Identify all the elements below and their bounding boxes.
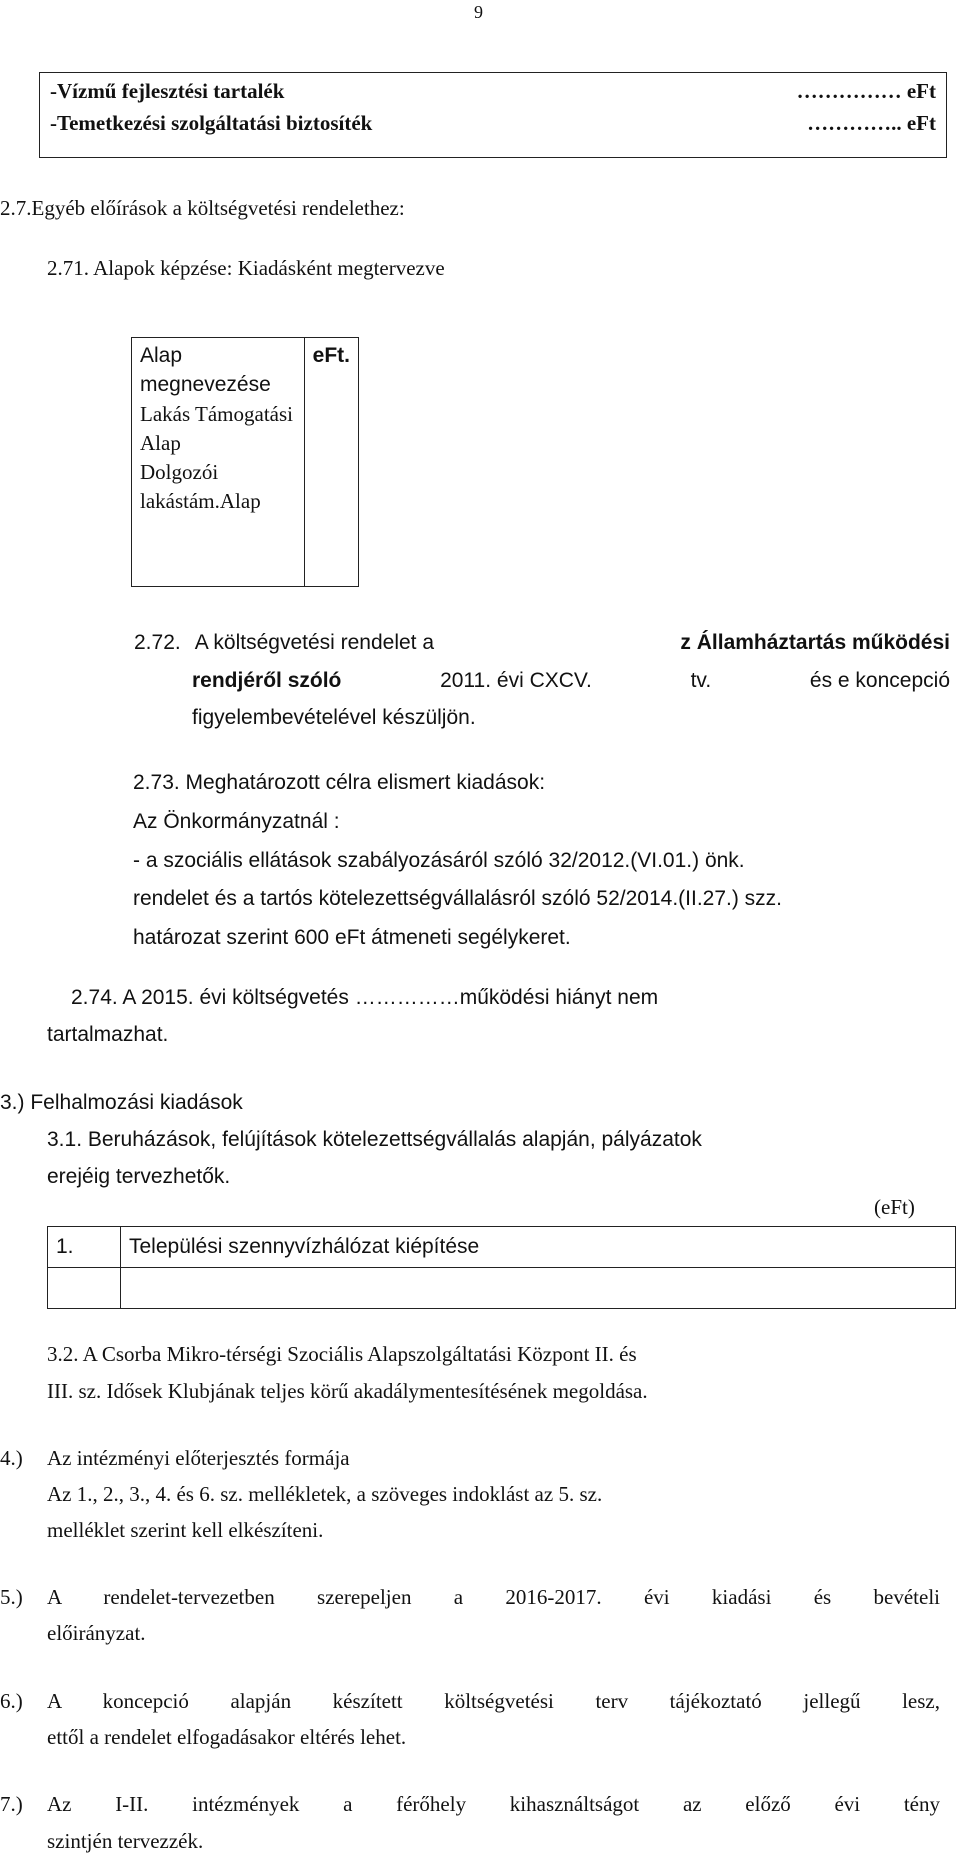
section-6-line1: A koncepció alapján készített költségvetési terv tájékoztató jellegű lesz, xyxy=(47,1689,940,1713)
alap-name-cell xyxy=(132,338,305,587)
row-text xyxy=(121,1268,956,1309)
section-2-73-line4: rendelet és a tartós kötelezettségvállalásról szóló 52/2014.(II.27.) szz. xyxy=(133,887,783,910)
reserve-label: -Vízmű fejlesztési tartalék xyxy=(50,79,285,103)
section-4-line1: Az intézményi előterjesztés formája xyxy=(47,1446,350,1470)
s272-text-e: tv. xyxy=(690,669,712,692)
reserve-value: …………… eFt xyxy=(796,79,936,103)
section-5-number: 5.) xyxy=(0,1585,23,1609)
section-3-1-line1: 3.1. Beruházások, felújítások kötelezettségvállalás alapján, pályázatok xyxy=(47,1128,702,1151)
s272-text-a: A költségvetési rendelet a xyxy=(194,631,435,654)
row-number xyxy=(48,1268,121,1309)
section-3-2-line1: 3.2. A Csorba Mikro-térségi Szociális Alapszolgáltatási Központ II. és xyxy=(47,1342,637,1366)
page-number: 9 xyxy=(474,2,483,22)
reserve-label: -Temetkezési szolgáltatási biztosíték xyxy=(50,111,373,135)
section-7-line2: szintjén tervezzék. xyxy=(47,1829,204,1853)
table-row xyxy=(132,338,359,587)
alap-header-unit: eFt. xyxy=(304,338,358,587)
unit-label: (eFt) xyxy=(874,1195,915,1219)
section-2-73-line3: - a szociális ellátások szabályozásáról szóló 32/2012.(VI.01.) önk. xyxy=(133,849,745,872)
section-7-number: 7.) xyxy=(0,1792,23,1816)
alap-table xyxy=(131,337,359,587)
section-6-number: 6.) xyxy=(0,1689,23,1713)
s272-text-f: és e koncepció xyxy=(809,669,950,692)
s272-number: 2.72. xyxy=(134,631,181,654)
reserve-value: ………….. eFt xyxy=(807,111,936,135)
section-3-1-line2: erejéig tervezhetők. xyxy=(47,1165,231,1188)
section-2-71-heading: 2.71. Alapok képzése: Kiadásként megtervezve xyxy=(47,256,445,280)
section-2-74-line1: 2.74. A 2015. évi költségvetés ……………működési hiányt nem xyxy=(71,986,659,1009)
section-5-line1: A rendelet-tervezetben szerepeljen a 2016-2017. évi kiadási és bevételi xyxy=(47,1585,940,1609)
row-number: 1. xyxy=(48,1227,121,1268)
section-2-73-line2: Az Önkormányzatnál : xyxy=(133,810,340,833)
row-text: Települési szennyvízhálózat kiépítése xyxy=(121,1227,956,1268)
section-4-line2: Az 1., 2., 3., 4. és 6. sz. mellékletek, a szöveges indoklást az 5. sz. xyxy=(47,1482,603,1506)
section-2-7-heading: 2.7.Egyéb előírások a költségvetési rendelethez: xyxy=(0,196,405,220)
investment-table xyxy=(47,1226,956,1309)
section-2-72-line3: figyelembevételével készüljön. xyxy=(192,706,476,729)
section-4-number: 4.) xyxy=(0,1446,23,1470)
reserves-table xyxy=(39,72,947,158)
section-2-72-line1 xyxy=(134,630,950,655)
alap-row-name: Lakás Támogatási Alap xyxy=(140,401,293,455)
s272-text-b: z Államháztartás működési xyxy=(680,631,950,654)
section-3-heading: 3.) Felhalmozási kiadások xyxy=(0,1091,243,1114)
alap-row-name: Dolgozói lakástám.Alap xyxy=(140,459,261,513)
s272-text-d: 2011. évi CXCV. xyxy=(440,669,592,692)
section-5-line2: előirányzat. xyxy=(47,1621,146,1645)
section-4-line3: melléklet szerint kell elkészíteni. xyxy=(47,1518,324,1542)
section-2-72-line2 xyxy=(192,668,950,693)
table-row xyxy=(48,1227,956,1268)
section-7-line1: Az I-II. intézmények a férőhely kihasználtságot az előző évi tény xyxy=(47,1792,940,1816)
alap-header-name: Alap megnevezése xyxy=(140,344,271,396)
s272-text-c: rendjéről szóló xyxy=(192,669,342,692)
table-row xyxy=(48,1268,956,1309)
section-2-73-line5: határozat szerint 600 eFt átmeneti segélykeret. xyxy=(133,926,571,949)
section-6-line2: ettől a rendelet elfogadásakor eltérés lehet. xyxy=(47,1725,407,1749)
section-2-73-line1: 2.73. Meghatározott célra elismert kiadások: xyxy=(133,771,546,794)
section-2-74-line2: tartalmazhat. xyxy=(47,1023,169,1046)
section-3-2-line2: III. sz. Idősek Klubjának teljes körű akadálymentesítésének megoldása. xyxy=(47,1379,648,1403)
